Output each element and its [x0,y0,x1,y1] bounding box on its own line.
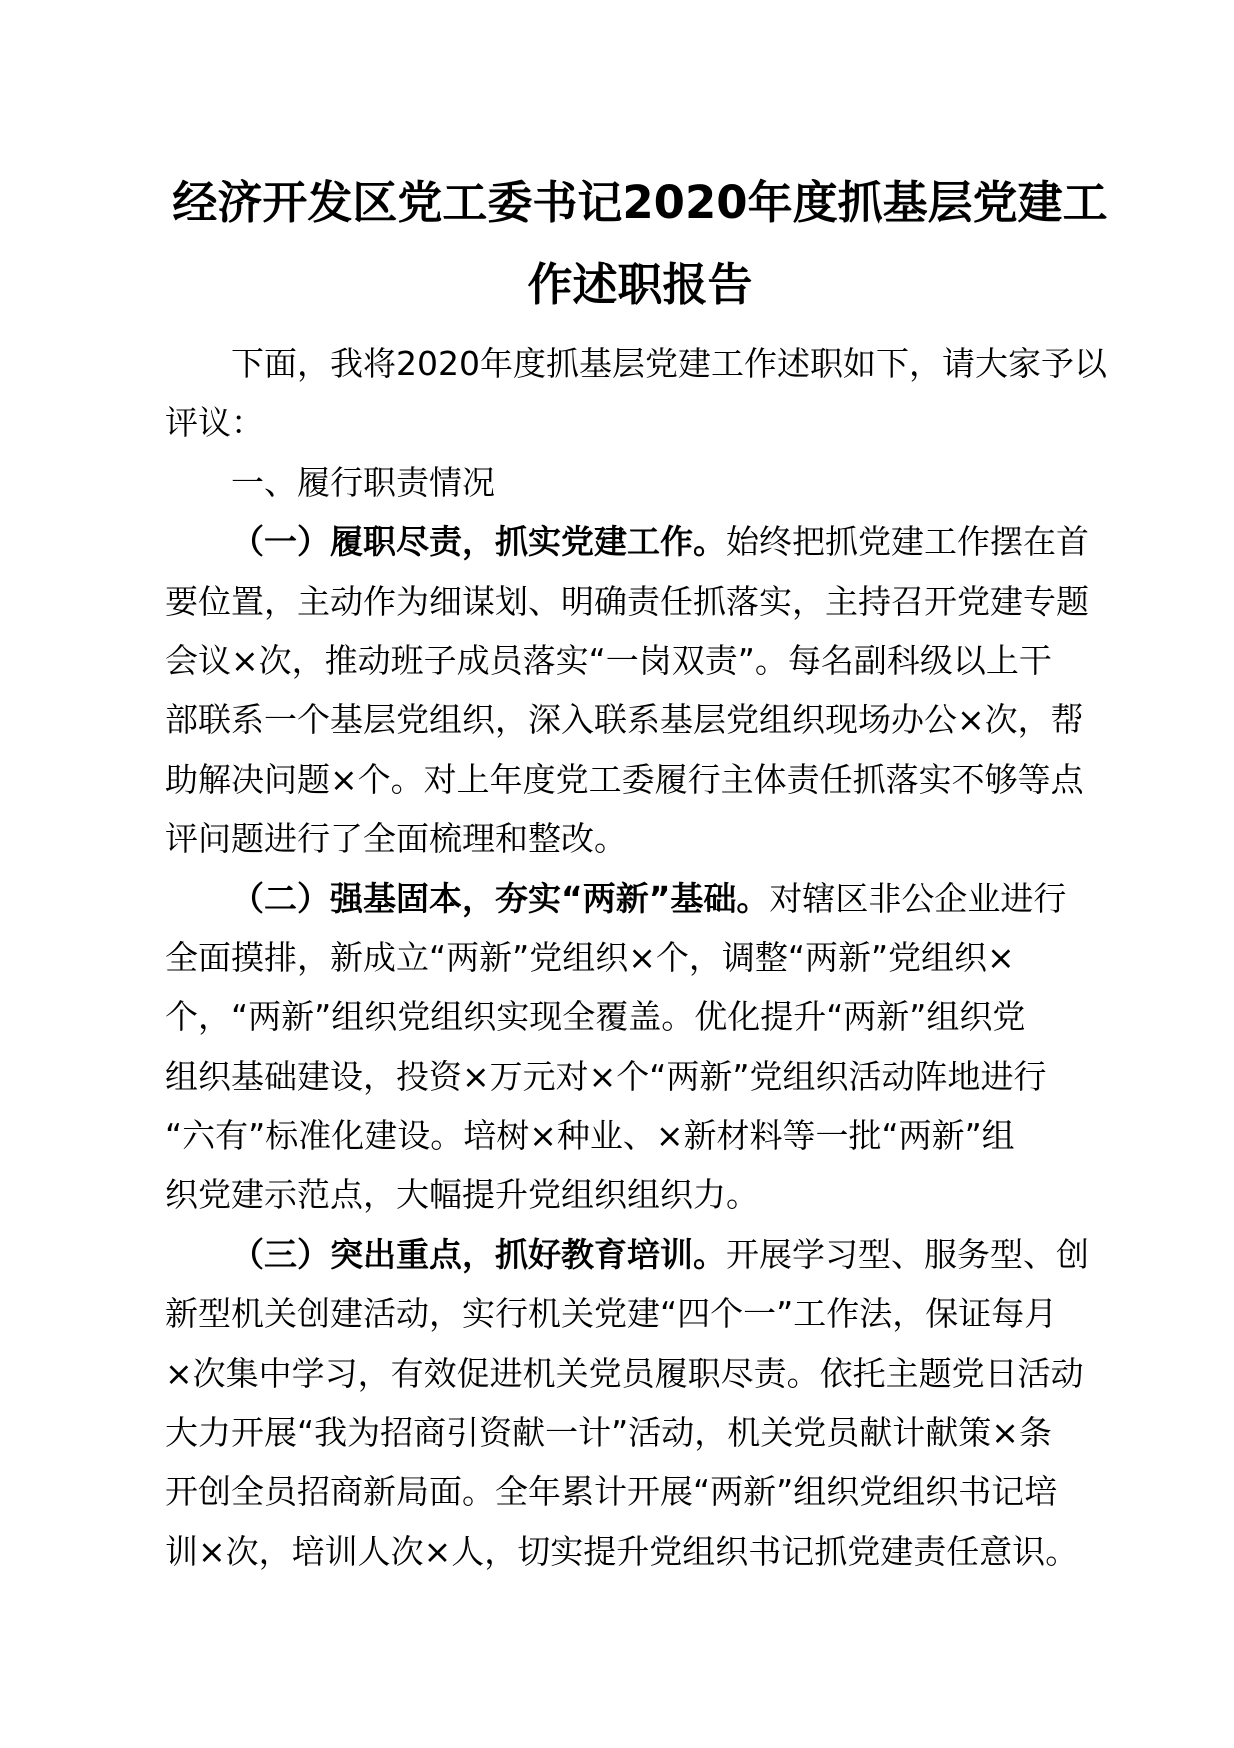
para1-first-line [165,512,1120,571]
para2-first-line [165,869,1120,928]
para3-line: 大力开展“我为招商引资献一计”活动，机关党员献计献策×条 [165,1413,1052,1453]
para3-line: 开创全员招商新局面。全年累计开展“两新”组织党组织书记培 [165,1472,1058,1512]
document-body [165,334,1120,1581]
para1-line: 会议×次，推动班子成员落实“一岗双责”。每名副科级以上干 [165,640,1052,680]
title-line-2: 作述职报告 [527,258,753,311]
para3-line: 新型机关创建活动，实行机关党建“四个一”工作法，保证每月 [165,1294,1058,1334]
para2-line: 个，“两新”组织党组织实现全覆盖。优化提升“两新”组织党 [165,997,1026,1037]
para1-line: 评问题进行了全面梳理和整改。 [165,819,627,859]
para2-line: “六有”标准化建设。培树×种业、×新材料等一批“两新”组 [165,1116,1015,1156]
para2-lead: （二）强基固本，夯实“两新”基础。 [231,878,770,918]
para3-first-rest: 开展学习型、服务型、创 [726,1234,1089,1274]
para1-line: 助解决问题×个。对上年度党工委履行主体责任抓落实不够等点 [165,759,1084,799]
para1-line: 部联系一个基层党组织，深入联系基层党组织现场办公×次，帮 [165,700,1084,740]
para3-line: ×次集中学习，有效促进机关党员履职尽责。依托主题党日活动 [165,1353,1084,1393]
intro-line-2: 评议： [165,403,264,443]
para2-first-rest: 对辖区非公企业进行 [769,878,1067,918]
para3-line: 训×次，培训人次×人，切实提升党组织书记抓党建责任意识。 [165,1531,1079,1571]
title-line-1: 经济开发区党工委书记2020年度抓基层党建工 [172,176,1108,229]
para1-line: 要位置，主动作为细谋划、明确责任抓落实，主持召开党建专题 [165,581,1089,621]
para2-line: 组织基础建设，投资×万元对×个“两新”党组织活动阵地进行 [165,1056,1047,1096]
para2-line: 全面摸排，新成立“两新”党组织×个，调整“两新”党组织× [165,937,1015,977]
para3-lead: （三）突出重点，抓好教育培训。 [231,1234,726,1274]
document-title [150,162,1130,326]
para3-first-line [165,1225,1120,1284]
para1-first-rest: 始终把抓党建工作摆在首 [726,522,1089,562]
section-heading: 一、履行职责情况 [231,462,495,502]
para2-line: 织党建示范点，大幅提升党组织组织力。 [165,1175,759,1215]
para1-lead: （一）履职尽责，抓实党建工作。 [231,522,726,562]
intro-line-1: 下面，我将2020年度抓基层党建工作述职如下，请大家予以 [231,344,1107,383]
